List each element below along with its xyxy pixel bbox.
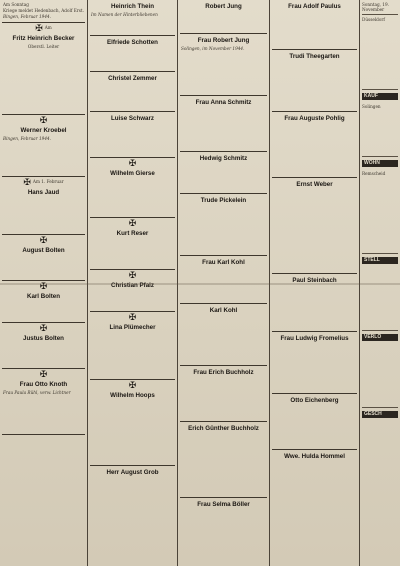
notice-name: Herr August Grob [106, 469, 159, 476]
death-notice [90, 0, 175, 36]
notice-name: Wilhelm Gierse [110, 170, 155, 177]
notice-name: Robert Jung [205, 3, 242, 10]
death-notice [272, 332, 357, 394]
iron-cross-icon: ✠ [39, 324, 48, 335]
death-notice [90, 36, 175, 72]
death-notice [2, 323, 85, 369]
death-notice [272, 394, 357, 450]
section-header-gesch: GESCH [362, 411, 398, 418]
death-notice [90, 158, 175, 218]
iron-cross-icon: ✠ [128, 381, 137, 391]
notice-heading [3, 325, 84, 334]
notice-name: Ernst Weber [296, 181, 333, 188]
notice-name: Karl Bolten [26, 293, 60, 301]
notice-heading [3, 371, 84, 380]
iron-cross-icon: ✠ [39, 282, 48, 293]
notice-intro: Am Sonntag [3, 2, 29, 7]
notice-name: Lina Plümecher [109, 324, 156, 331]
death-notice [90, 218, 175, 270]
classified-ad: Sonntag, 19. November [362, 0, 398, 15]
death-notice [180, 366, 267, 422]
notice-name: Frau Erich Buchholz [193, 369, 254, 376]
death-notice [2, 23, 85, 115]
notice-name: Wilhelm Hoops [110, 392, 155, 399]
notice-intro: Am [44, 25, 52, 31]
notice-name: Hans Jaud [27, 189, 60, 197]
iron-cross-icon: ✠ [23, 178, 31, 189]
death-notice [180, 96, 267, 152]
notice-name: August Bolten [22, 247, 65, 255]
notice-heading [91, 314, 174, 323]
death-notice [272, 0, 357, 50]
death-notice [90, 380, 175, 466]
notice-heading [91, 220, 174, 229]
death-notice [272, 450, 357, 535]
death-notice [180, 304, 267, 366]
iron-cross-icon: ✠ [35, 24, 43, 35]
death-notice [90, 466, 175, 531]
classified-ad: Solingen [362, 102, 398, 157]
section-header-wohn: WOHN [362, 160, 398, 167]
notice-name: Christel Zemmer [108, 75, 157, 82]
notice-signature: Solingen, im November 1944. [181, 45, 245, 51]
death-notice [2, 115, 85, 177]
death-notice [2, 177, 85, 235]
notice-signature: Bingen, Februar 1944. [3, 14, 51, 20]
notice-name: Fritz Heinrich Becker [12, 35, 75, 43]
death-notice [2, 235, 85, 281]
iron-cross-icon: ✠ [39, 236, 48, 247]
classified-ad [362, 266, 398, 331]
notice-signature: Bingen, Februar 1944. [3, 135, 51, 141]
notice-name: Frau Otto Knoth [19, 381, 68, 389]
notice-name: Frau Adolf Paulus [288, 3, 341, 10]
notice-name: Trudi Theegarten [289, 53, 340, 60]
notice-heading [91, 382, 174, 391]
death-notice [180, 422, 267, 498]
iron-cross-icon: ✠ [39, 370, 48, 381]
section-header-kauf: KAUF [362, 93, 398, 100]
death-notice [180, 498, 267, 533]
death-notice [180, 34, 267, 96]
notice-name: Frau Robert Jung [197, 37, 250, 44]
notice-heading [91, 160, 174, 169]
death-notice [2, 369, 85, 435]
notice-heading [91, 272, 174, 281]
death-notice [272, 112, 357, 178]
notice-name: Luise Schwarz [111, 115, 154, 122]
death-notice [272, 50, 357, 112]
classified-ad: Düsseldorf [362, 15, 398, 90]
notice-name: Otto Eichenberg [290, 397, 339, 404]
notice-name: Frau Karl Kohl [202, 259, 245, 266]
iron-cross-icon: ✠ [128, 219, 137, 229]
section-header-verlo: VERLO [362, 334, 398, 341]
notice-name: Frau Selma Böller [197, 501, 250, 508]
iron-cross-icon: ✠ [128, 159, 137, 169]
notice-name: Paul Steinbach [292, 277, 337, 284]
notice-name: Christian Pfalz [111, 282, 154, 289]
notice-detail: Oberstl. Leiter [27, 43, 60, 49]
death-notice [2, 281, 85, 323]
death-notice [180, 0, 267, 34]
notice-name: Karl Kohl [209, 307, 238, 314]
notice-name: Frau Ludwig Fromelius [280, 335, 349, 342]
notice-name: Heinrich Thein [111, 3, 154, 10]
notice-name: Trude Pickelein [200, 197, 247, 204]
death-notice [272, 178, 357, 274]
death-notice [180, 256, 267, 304]
death-notice [90, 112, 175, 158]
death-notice [90, 312, 175, 380]
death-notice [90, 270, 175, 312]
notice-intro: Am 1. Februar [32, 179, 64, 185]
notice-heading [3, 25, 84, 34]
notice-name: Elfriede Schotten [107, 39, 158, 46]
notice-signature: Im Namen der Hinterbliebenen [91, 11, 158, 17]
notice-name: Frau Auguste Pohlig [284, 115, 345, 122]
notice-name: Werner Kroebel [20, 127, 67, 135]
notice-name: Hedwig Schmitz [199, 155, 248, 162]
iron-cross-icon: ✠ [128, 271, 137, 281]
classified-ad [362, 343, 398, 408]
notice-name: Frau Anna Schmitz [195, 99, 252, 106]
death-notice [2, 0, 85, 23]
notice-name: Justus Bolten [23, 335, 64, 343]
notice-heading [3, 179, 84, 188]
death-notice [180, 152, 267, 194]
notice-name: Wwe. Hulda Hommel [284, 453, 345, 460]
notice-name: Erich Günther Buchholz [188, 425, 259, 432]
notice-heading [3, 237, 84, 246]
section-header-stell: STELL [362, 257, 398, 264]
iron-cross-icon: ✠ [128, 313, 137, 323]
classified-ad: Remscheid [362, 169, 398, 254]
death-notice [90, 72, 175, 112]
death-notice [180, 194, 267, 256]
notice-name: Kurt Reser [116, 230, 149, 237]
notice-signature: Frau Paula Rühl, verw. Lichtner [3, 389, 71, 395]
notice-body: Kriege meldet Hedenbach, Adolf Erst. [3, 8, 84, 14]
iron-cross-icon: ✠ [39, 116, 48, 127]
notice-heading [3, 117, 84, 126]
paper-fold [0, 283, 400, 285]
